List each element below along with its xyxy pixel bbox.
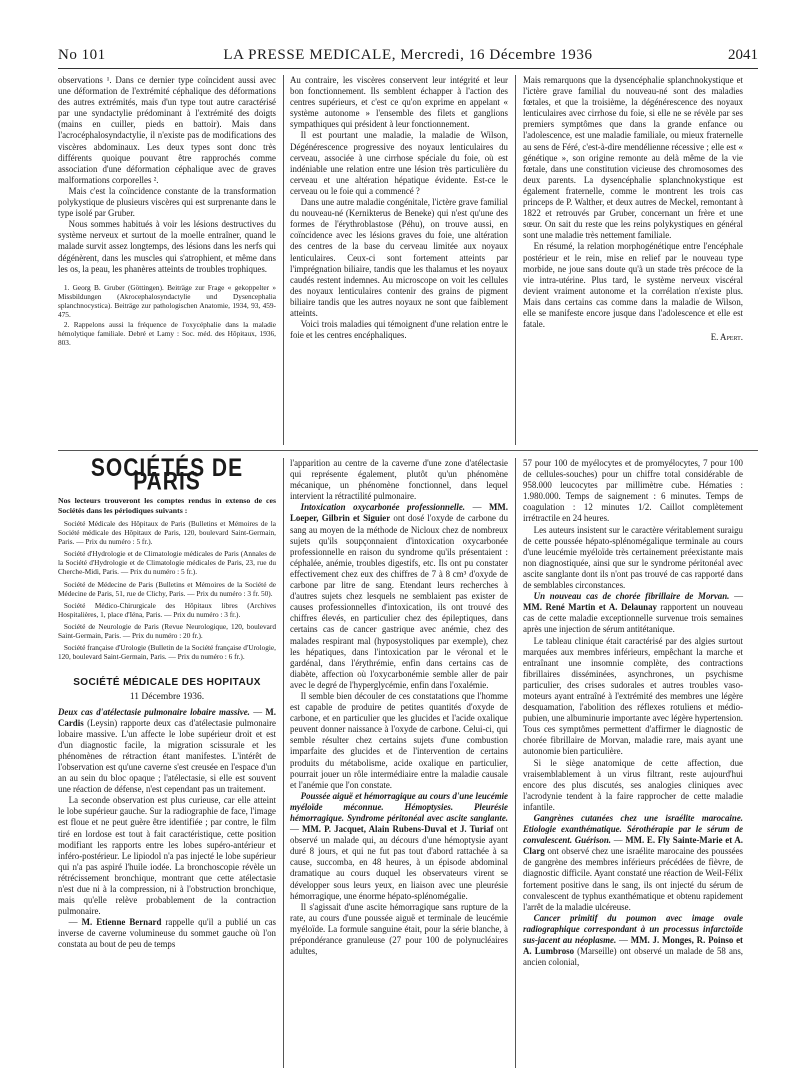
bottom-column-1 [58, 454, 277, 951]
paragraph: l'apparition au centre de la caverne d'une zone d'atélectasie qui représente également, plutôt qu'un phénomène mécanique, un phénomène fonctionnel, dans lequel intervient la rétractilité pulmonaire. [290, 458, 508, 502]
paragraph: Nous sommes habitués à voir les lésions destructives du système nerveux et surtout de la moelle entraîner, quand le malade survit assez longtemps, des lésions dans les nerfs qui dégénèrent, dans les muscles qui s'atrophient, et même dans les os, la peau, les phanères atteints de troubles trophiques. [58, 219, 276, 274]
paragraph-text: ont dosé l'oxyde de carbone du sang au moyen de la méthode de Nicloux chez de nombreux sujets qu'ils soupçonnaient d'intoxication oxycarbonée professionnelle en raison du syndrome qu'ils présentaient : céphalée, anémie, troubles digestifs, etc. Ils ont pu constater effectivement chez eux des chiffres de 7 à 8 cm³ d'oxyde de carbone par litre de sang. Etendant leurs recherches à d'autres sujets chez lesquels ne semblaient pas exister de causes professionnelles d'intoxication, ils ont trouvé des chiffres élevés, en particulier chez des épileptiques, dans certains cas de cancer gastrique avec anémie, chez des malades respirant mal (hyposystoliques par exemple), chez les hépatiques, dans l'intoxication par le véronal et le gardénal, dans l'érythrémie, enfin dans certains cas de diabète, affection où l'oxycarbonémie semble aller de pair avec le degré de l'hyperglycémie, enfin dans l'oxalémie. [290, 513, 509, 690]
paragraph: Mais remarquons que la dysencéphalie splanchnokystique et l'ictère grave familial du nouveau-né sont des maladies fœtales, et que la troisième, la dégénérescence des noyaux lenticulaires avec cirrhose du foie, si elle ne se révèle par ses premiers symptômes que dans la grande enfance ou l'adolescence, est une maladie familiale, ou mieux fraternelle au sens de Féré, c'est-à-dire mendélienne récessive ; elle est « génétique », son origine remonte au delà même de la vie fœtale, dans une constitution vicieuse des chromosomes des deux parents. La dysencéphalie splanchnokystique est également fraternelle, comme le montrent les trois cas princeps de P. Walther, et deux autres de Meckel, remontant à 1822 et retrouvés par Gruber, concernant un frère et une sœur. On sait du reste que les reins polykystiques en général sont une maladie très nettement familiale. [523, 75, 743, 241]
paragraph-text: rappelle qu'il a publié un cas inverse de caverne volumineuse du sommet gauche où l'on constata au bout de peu de temps [58, 917, 277, 950]
society-entry: Société d'Hydrologie et de Climatologie médicales de Paris (Annales de la Société d'Hydrologie et de Climatologie médicales de Paris, 23, rue du Cherche-Midi, Paris. — Prix du numéro : 5 fr.). [58, 549, 276, 577]
paragraph: Intoxication oxycarbonée professionnelle. — MM. Loeper, Gilbrin et Siguier ont dosé l'oxyde de carbone du sang au moyen de la méthode de Nicloux chez de nombreux sujets qu'ils soupçonnaient d'intoxication oxycarbonée professionnelle en raison du syndrome qu'ils présentaient : céphalée, anémie, troubles digestifs, etc. Ils ont pu constater effectivement chez eux des chiffres de 7 à 8 cm³ d'oxyde de carbone par litre de sang. Etendant leurs recherches à d'autres sujets chez lesquels ne semblaient pas exister de causes professionnelles d'intoxication, ils ont trouvé des chiffres élevés, en particulier chez des épileptiques, dans certains cas de cancer gastrique avec anémie, chez des malades respirant mal (hyposystoliques par exemple), chez les hépatiques, dans l'intoxication par le véronal et le gardénal, dans l'érythrémie, enfin dans certains cas de diabète, affection où l'oxycarbonémie semble aller de pair avec le degré de l'hyperglycémie, enfin dans l'oxalémie. [290, 502, 509, 690]
paragraph: La seconde observation est plus curieuse, car elle atteint le lobe supérieur gauche. Sur la radiographie de face, l'image est floue et ne peut guère être identifiée ; par contre, le film tiré en lordose est tout à fait caractéristique, cette position modifiant les rapports entre les lobes supéro-antérieur et inféro-postérieur. Le lipiodol n'a pas injecté le lobe supérieur qui n'a pas aspiré l'huile iodée. La bronchoscopie révèle un rétrécissement bronchique, montrant que cette atélectasie n'est due ni à la compression, ni à l'obstruction bronchique, mais qu'elle relève probablement de la contraction pulmonaire. [58, 795, 276, 917]
paragraph: Il semble bien découler de ces constatations que l'homme est capable de produire de petites quantités d'oxyde de carbone, et en particulier que les glucides et l'acide oxalique peuvent donner naissance à l'oxyde de carbone. Celui-ci, qui semble résulter chez certains sujets d'une combustion imparfaite des glucides et de l'intervention de certains produits du métabolisme, acide oxalique en particulier, pourrait jouer un rôle intermédiaire entre la maladie causale et l'anémie que l'on constate. [290, 690, 508, 790]
section-date: 11 Décembre 1936. [129, 692, 205, 703]
column-divider [515, 458, 516, 1068]
paragraph: Mais c'est la coïncidence constante de la transformation polykystique de plusieurs viscères qui est surprenante dans le type isolé par Gruber. [58, 185, 276, 219]
paragraph-text: rapportent un nouveau cas de cette maladie exceptionnelle survenue trois semaines après une injection de sérum antitétanique. [523, 602, 743, 635]
section-title: SOCIÉTÉ MÉDICALE DES HOPITAUX [73, 677, 261, 689]
paragraph: Un nouveau cas de chorée fibrillaire de Morvan. — MM. René Martin et A. Delaunay rapportent un nouveau cas de cette maladie exceptionnelle survenue trois semaines après une injection de sérum antitétanique. [523, 591, 743, 635]
paragraph: — M. Etienne Bernard rappelle qu'il a publié un cas inverse de caverne volumineuse du sommet gauche où l'on constata au bout de peu de temps [58, 917, 277, 950]
paragraph: Voici trois maladies qui témoignent d'une relation entre le foie et les centres encéphaliques. [290, 319, 508, 341]
article-author: MM. J. Monges, R. Poinso et A. Lumbroso [523, 935, 743, 957]
society-entry: Société Médico-Chirurgicale des Hôpitaux libres (Archives Hospitalières, 1, place d'Iéna, Paris. — Prix du numéro : 3 fr.). [58, 600, 276, 619]
paragraph: Gangrènes cutanées chez une israélite marocaine. Etiologie exanthématique. Sérothérapie par le sérum de convalescent. Guérison. — MM. E. Fly Sainte-Marie et A. Clarg ont observé chez une israélite marocaine des poussées de gangrène des membres inférieurs précédées de fièvre, de diagnostic difficile. Ayant constaté une réaction de Weil-Félix fortement positive dans le sang, ils ont injecté du sérum de convalescent de typhus exanthématique et obtenu rapidement l'arrêt de la maladie ulcéreuse. [523, 813, 743, 912]
bottom-column-3 [523, 458, 743, 968]
paragraph-text: (Leysin) rapporte deux cas d'atélectasie pulmonaire lobaire massive. L'un affecte le lobe supérieur droit et est d'un diagnostic facile, la migration scissurale et les phénomènes de rétraction étant manifestes. L'intérêt de l'observation est qu'une caverne s'est creusée en l'espace d'un an au sein du bloc opaque ; l'atélectasie, si elle est souvent une réaction de défense, n'est cependant pas un traitement. [58, 717, 276, 795]
paragraph: Dans une autre maladie congénitale, l'ictère grave familial du nouveau-né (Kernikterus de Beneke) qui n'est qu'une des formes de l'érythroblastose (Péhu), on trouve aussi, en coïncidence avec les lésions graves du foie, une altération des centres de la base du cerveau limitée aux noyaux lenticulaires. Ceux-ci sont fortement atteints par l'imprégnation biliaire, tandis que les thalamus et les noyaux caudés restent indemnes. Au microscope on voit les cellules des noyaux lenticulaires contenir des grains de pigment biliaire tandis que les autres noyaux ne sont que faiblement atteints. [290, 197, 508, 318]
column-divider [515, 75, 516, 445]
paragraph: Les auteurs insistent sur le caractère véritablement suraigu de cette poussée hépato-splénomégalique terminale au cours d'une leucémie myéloïde très certainement préexistante mais non diagnostiquée, ainsi que sur le syndrome péritonéal avec ascite sanglante dont ils n'ont pas trouvé de cas rapporté dans de semblables circonstances. [523, 524, 743, 591]
footnote: 1. Georg B. Gruber (Göttingen). Beiträge zur Frage « gekoppelter » Missbildungen (Akrocephalosyndactylie und Dysencephalia splanchnocystica). Beiträge zur pathologischen Anatomie, 1934, 93, 459-475. [58, 282, 276, 320]
paragraph: Deux cas d'atélectasie pulmonaire lobaire massive. — M. Cardis (Leysin) rapporte deux cas d'atélectasie pulmonaire lobaire massive. L'un affecte le lobe supérieur droit et est d'un diagnostic facile, la migration scissurale et les phénomènes de rétraction étant manifestes. L'intérêt de l'observation est qu'une caverne s'est creusée en l'espace d'un an au sein du bloc opaque ; l'atélectasie, si elle est souvent une réaction de défense, n'est cependant pas un traitement. [58, 706, 277, 795]
page-number: 2041 [728, 47, 758, 63]
top-column-2 [290, 75, 508, 341]
article-author: MM. E. Fly Sainte-Marie et A. Clarg [523, 835, 743, 857]
paragraph-text: (Marseille) ont observé un malade de 58 ans, ancien colonial, [523, 946, 744, 968]
column-divider [283, 458, 284, 1068]
article-title: Gangrènes cutanées chez une israélite marocaine. Etiologie exanthématique. Sérothérapie par le sérum de convalescent. Guérison. [523, 813, 743, 846]
section-rule [58, 450, 758, 451]
paragraph: Il est pourtant une maladie, la maladie de Wilson, Dégénérescence progressive des noyaux lenticulaires du cerveau, associée à une cirrhose spéciale du foie, où est indéniable une relation entre une lésion très particulière du cerveau et une altération hépatique évidente. Est-ce le cerveau ou le foie qui a commencé ? [290, 130, 508, 196]
societies-intro: Nos lecteurs trouveront les comptes rendus in extenso de ces Sociétés dans les périodiques suivants : [58, 496, 276, 515]
article-title: Cancer primitif du poumon avec image ovale radiographique correspondant à un processus infarctoïde sus-jacent au néoplasme. [523, 912, 743, 946]
article-title: Deux cas d'atélectasie pulmonaire lobaire massive. [58, 706, 250, 717]
society-entry: Société de Médecine de Paris (Bulletins et Mémoires de la Société de Médecine de Paris, 51, rue de Clichy, Paris. — Prix du numéro : 3 fr. 50). [58, 579, 276, 598]
article-title: Intoxication oxycarbonée professionnelle. [300, 502, 465, 513]
journal-title: LA PRESSE MEDICALE, Mercredi, 16 Décembre 1936 [223, 47, 593, 63]
bottom-column-2 [290, 458, 508, 957]
paragraph: Cancer primitif du poumon avec image ovale radiographique correspondant à un processus infarctoïde sus-jacent au néoplasme. — MM. J. Monges, R. Poinso et A. Lumbroso (Marseille) ont observé un malade de 58 ans, ancien colonial, [523, 912, 744, 968]
footnotes [58, 283, 276, 347]
article-author: MM. Loeper, Gilbrin et Siguier [290, 502, 508, 524]
header-rule [58, 68, 758, 69]
article-author: MM. René Martin et A. Delaunay [523, 602, 657, 613]
paragraph-text: ont observé un malade qui, au décours d'une hémoptysie ayant duré 8 jours, et qui ne fut pas tout d'abord rattachée à sa cause, succomba, en 48 heures, à un épisode abdominal dramatique au cours duquel les observateurs virent se développer sous leurs yeux, en liaison avec une pleurésie hémorragique, une énorme hépato-splénomégalie. [290, 824, 509, 901]
paragraph: Poussée aiguë et hémorragique au cours d'une leucémie myéloïde méconnue. Hémoptysies. Pleurésie hémorragique. Syndrome péritonéal avec ascite sanglante. — MM. P. Jacquet, Alain Rubens-Duval et J. Turiaf ont observé un malade qui, au décours d'une hémoptysie ayant duré 8 jours, et qui ne fut pas tout d'abord rattachée à sa cause, succomba, en 48 heures, à un épisode abdominal dramatique au cours duquel les observateurs virent se développer sous leurs yeux, en liaison avec une pleurésie hémorragique, une énorme hépato-splénomégalie. [290, 790, 509, 901]
author-signature: E. Apert. [710, 332, 743, 343]
column-divider [283, 75, 284, 445]
issue-number: No 101 [58, 47, 106, 63]
societies-list [58, 519, 276, 661]
paragraph: Si le siège anatomique de cette affection, due vraisemblablement à un virus filtrant, reste aujourd'hui encore des plus discutés, ses analogies cliniques avec l'acrodynie tendent à la faire rapprocher de cette maladie infantile. [523, 757, 743, 812]
paragraph: En résumé, la relation morphogénétique entre l'encéphale postérieur et le rein, mise en relief par le nouveau type morbide, ne joue sans doute qu'à un stade très précoce de la vie intra-utérine. Plus tard, le système nerveux viscéral devient vraiment autonome et la corrélation n'existe plus. Mais dans certains cas comme dans la maladie de Wilson, elle se manifeste encore jusque dans l'adolescence et elle est fatale. [523, 241, 743, 330]
top-column-1 [58, 75, 276, 347]
paragraph-text: ont observé chez une israélite marocaine des poussées de gangrène des membres inférieurs précédées de fièvre, de diagnostic difficile. Ayant constaté une réaction de Weil-Félix fortement positive dans le sang, ils ont injecté du sérum de convalescent de typhus exanthématique et obtenu rapidement l'arrêt de la maladie ulcéreuse. [523, 846, 743, 912]
top-column-3 [523, 75, 743, 343]
society-entry: Société de Neurologie de Paris (Revue Neurologique, 120, boulevard Saint-Germain, Paris. — Prix du numéro : 20 fr.). [58, 621, 276, 641]
paragraph: Le tableau clinique était caractérisé par des algies surtout marquées aux membres inférieurs, empêchant la marche et entraînant une insomnie complète, des contractions fibrillaires disséminées, asynchrones, un psychisme particulier, des crises sudorales et autres troubles vaso-moteurs ayant entraîné à l'extrémité des membres une légère desquamation, l'abolition des réflexes rotuliens et médio-pubien, une albuminurie importante avec légère hypertension. Tous ces symptômes permettent d'affirmer le diagnostic de chorée fibrillaire de Morvan, maladie rare, mais ayant une autonomie bien particulière. [523, 635, 743, 757]
paragraph: 57 pour 100 de myélocytes et de promyélocytes, 7 pour 100 de cellules-souches) pour un chiffre total considérable de 958.000 leucocytes par millimètre cube. Hématies : 1.980.000. Temps de saignement : 6 minutes. Temps de coagulation : 12 minutes 1/2. Caillot complètement irrétractile en 24 heures. [523, 458, 743, 524]
societies-banner: SOCIÉTÉS DE PARIS [90, 454, 244, 496]
article-title: Un nouveau cas de chorée fibrillaire de Morvan. [533, 591, 730, 602]
footnote: 2. Rappelons aussi la fréquence de l'oxycéphalie dans la maladie hémolytique familiale. Debré et Lamy : Soc. méd. des Hôpitaux, 1936, 803. [58, 319, 276, 347]
society-entry: Société Médicale des Hôpitaux de Paris (Bulletins et Mémoires de la Société médicale des Hôpitaux de Paris, 120, boulevard Saint-Germain, Paris. — Prix du numéro : 5 fr.). [58, 519, 276, 547]
article-title: Poussée aiguë et hémorragique au cours d'une leucémie myéloïde méconnue. Hémoptysies. Pleurésie hémorragique. Syndrome péritonéal avec ascite sanglante. [290, 790, 508, 823]
paragraph: Il s'agissait d'une ascite hémorragique sans rupture de la rate, au cours d'une poussée aiguë et terminale de leucémie myéloïde. La formule sanguine était, pour la série blanche, à prépondérance granuleuse (27 pour 100 de polynucléaires adultes, [290, 901, 508, 957]
page-header [58, 47, 758, 67]
paragraph: observations ¹. Dans ce dernier type coïncident aussi avec une déformation de l'extrémité céphalique des déformations des autres extrémités, mais d'un type tout autre caractérisé par une syndactylie prédominant à l'extrémité des doigts (mains en cuiller, pieds en battoir). Mais dans l'acrocéphalosyndactylie, il n'existe pas de modifications des viscères abdominaux. Les deux types sont donc très différents quoique pouvant être rapprochés comme association d'une déformation céphalique avec de graves malformations corporelles ². [58, 75, 276, 185]
paragraph: Au contraire, les viscères conservent leur intégrité et leur bon fonctionnement. Ils semblent échapper à l'action des centres supérieurs, et c'est ce qu'on exprime en appelant « système autonome » l'ensemble des filets et ganglions sympathiques qui président à leur fonctionnement. [290, 75, 508, 130]
article-author: M. Etienne Bernard [81, 917, 162, 928]
society-entry: Société française d'Urologie (Bulletin de la Société française d'Urologie, 120, boulevard Saint-Germain, Paris. — Prix du numéro : 6 fr.). [58, 643, 276, 662]
article-author: M. Cardis [58, 706, 277, 728]
article-author: MM. P. Jacquet, Alain Rubens-Duval et J. Turiaf [302, 824, 494, 835]
